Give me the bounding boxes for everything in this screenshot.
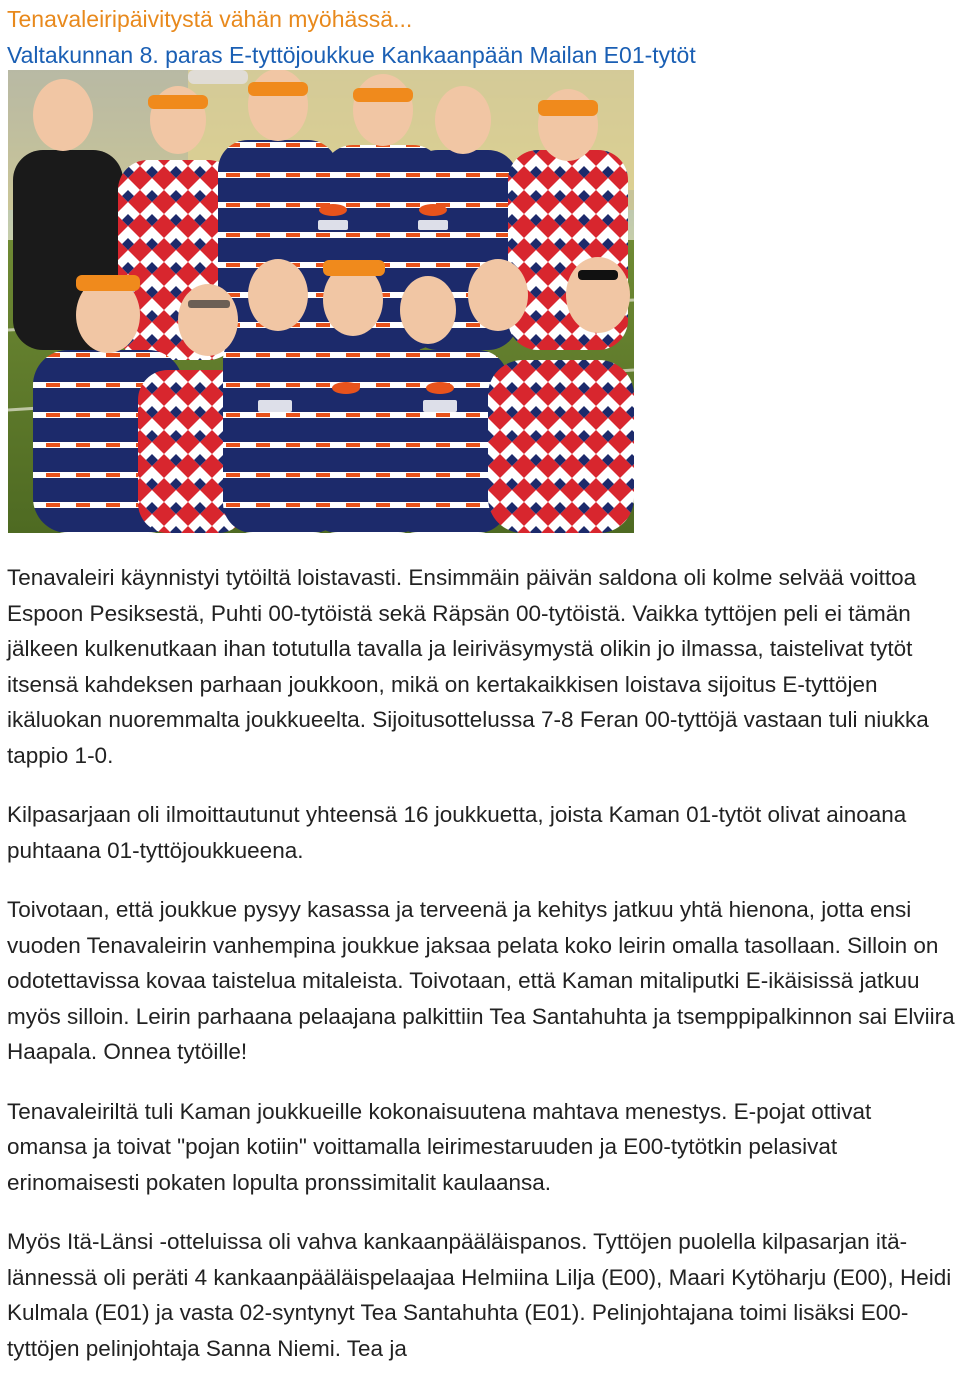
team-photo xyxy=(8,70,634,533)
article-paragraph: Kilpasarjaan oli ilmoittautunut yhteensä 16 joukkuetta, joista Kaman 01-tytöt olivat ainoana puhtaana 01-tyttöjoukkueena. xyxy=(7,802,907,863)
article-paragraph: Myös Itä-Länsi -otteluissa oli vahva kankaanpääläispanos. Tyttöjen puolella kilpasarjan itä-lännessä oli peräti 4 kankaanpääläispelaajaa Helmiina Lilja (E00), Maari Kytöharju (E00), Heidi Kulmala (E01) ja vasta 02-syntynyt Tea Santahuhta (E01). Pelinjohtajana toimi lisäksi E00-tyttöjen pelinjohtaja Sanna Niemi. Tea ja xyxy=(7,1229,952,1361)
article-body xyxy=(7,560,957,1390)
post-title: Tenavaleiripäivitystä vähän myöhässä... xyxy=(7,6,413,32)
article-paragraph: Toivotaan, että joukkue pysyy kasassa ja terveenä ja kehitys jatkuu yhtä hienona, jotta ensi vuoden Tenavaleirin vanhempina joukkue jaksaa pelata koko leirin omalla tasollaan. Silloin on odotettavissa kovaa taistelua mitaleista. Toivotaan, että Kaman mitaliputki E-ikäisissä jatkuu myös silloin. Leirin parhaana pelaajana palkittiin Tea Santahuhta ja tsemppipalkinnon sai Elviira Haapala. Onnea tytöille! xyxy=(7,897,955,1064)
article-paragraph: Tenavaleiri käynnistyi tytöiltä loistavasti. Ensimmäin päivän saldona oli kolme selvää voittoa Espoon Pesiksestä, Puhti 00-tytöistä sekä Räpsän 00-tytöistä. Vaikka tyttöjen peli ei tämän jälkeen kulkenutkaan ihan totutulla tavalla ja leiriväsymystä olikin jo ilmassa, taistelivat tytöt itsensä kahdeksen parhaan joukkoon, mikä on kertakaikkisen loistava sijoitus E-tyttöjen ikäluokan nuoremmalta joukkueelta. Sijoitusottelussa 7-8 Feran 00-tyttöjä vastaan tuli niukka tappio 1-0. xyxy=(7,565,929,768)
post-subtitle: Valtakunnan 8. paras E-tyttöjoukkue Kankaanpään Mailan E01-tytöt xyxy=(7,42,696,68)
article-paragraph: Tenavaleiriltä tuli Kaman joukkueille kokonaisuutena mahtava menestys. E-pojat ottivat omansa ja toivat "pojan kotiin" voittamalla leirimestaruuden ja E00-tytötkin pelasivat erinomaisesti pokaten lopulta pronssimitalit kaulaansa. xyxy=(7,1098,872,1195)
team-photo-icon xyxy=(8,70,634,533)
